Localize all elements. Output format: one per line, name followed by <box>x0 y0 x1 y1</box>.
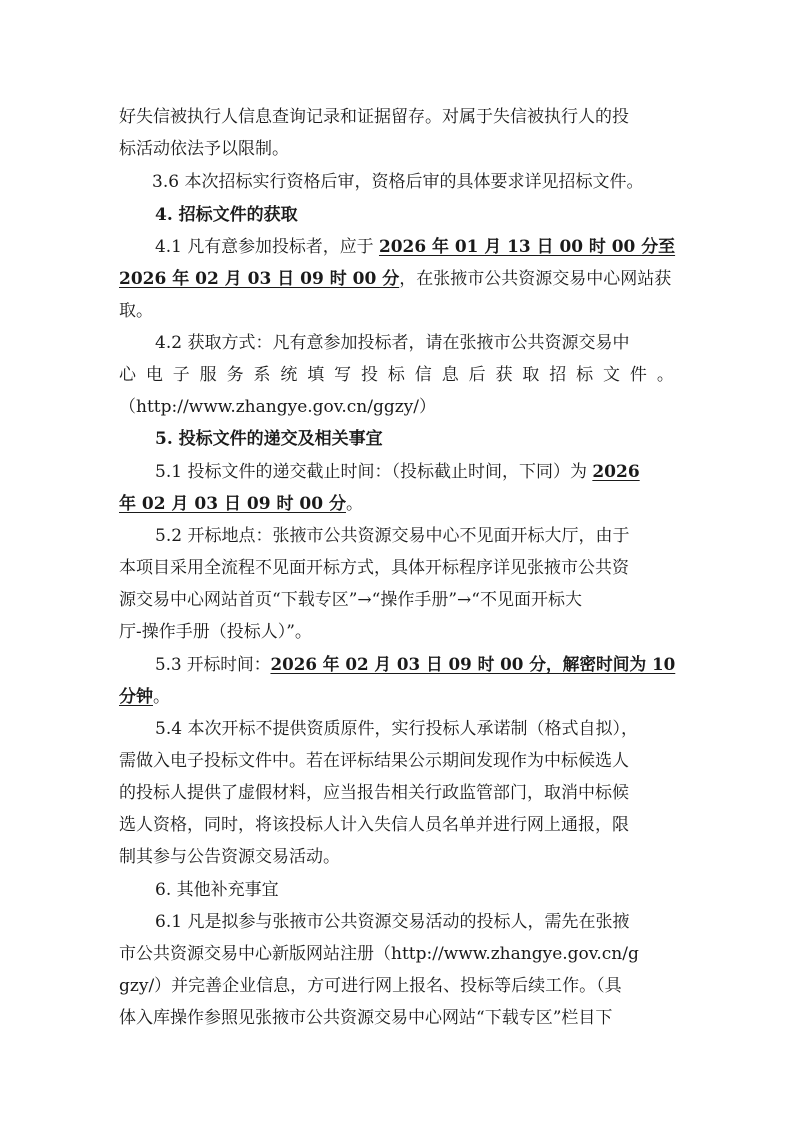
justified-char: 息 <box>441 365 459 385</box>
justified-char: 信 <box>414 365 432 385</box>
paragraph-line: 6.1 凡是拟参与张掖市公共资源交易活动的投标人，需先在张掖 <box>155 912 630 932</box>
paragraph-line: 好失信被执行人信息查询记录和证据留存。对属于失信被执行人的投 <box>119 107 629 127</box>
justified-char: 获 <box>495 365 513 385</box>
paragraph-line <box>119 268 671 290</box>
section-heading-6: 6. 其他补充事宜 <box>155 880 279 900</box>
justified-char: 招 <box>549 365 567 385</box>
opening-time: 2026 年 02 月 03 日 09 时 00 分，解密时间为 10 <box>270 655 676 675</box>
url-line: （http://www.zhangye.gov.cn/ggzy/） <box>119 397 437 417</box>
justified-char: 标 <box>576 365 594 385</box>
paragraph-line: 标活动依法予以限制。 <box>119 139 289 159</box>
justified-char: 标 <box>387 365 405 385</box>
justified-char: 。 <box>656 365 674 385</box>
paragraph-line: 体入库操作参照见张掖市公共资源交易中心网站“下载专区”栏目下 <box>119 1008 613 1028</box>
justified-char: 服 <box>199 365 217 385</box>
paragraph-line: 本项目采用全流程不见面开标方式，具体开标程序详见张掖市公共资 <box>119 558 629 578</box>
justified-char: 文 <box>603 365 621 385</box>
paragraph-line: 5.2 开标地点：张掖市公共资源交易中心不见面开标大厅，由于 <box>155 526 630 546</box>
justified-char: 子 <box>172 365 190 385</box>
justified-char: 填 <box>307 365 325 385</box>
text-run: 。 <box>345 494 363 514</box>
justified-line <box>119 364 674 386</box>
paragraph-line <box>119 493 363 515</box>
text-run: 5.1 投标文件的递交截止时间：（投标截止时间，下同）为 <box>155 462 593 482</box>
date-range-start: 2026 年 01 月 13 日 00 时 00 分至 <box>378 237 676 257</box>
section-heading-4: 4. 招标文件的获取 <box>155 205 298 225</box>
paragraph-line: 需做入电子投标文件中。若在评标结果公示期间发现作为中标候选人 <box>119 751 629 771</box>
paragraph-line <box>119 686 170 708</box>
justified-char: 电 <box>145 365 163 385</box>
paragraph-line: gzy/）并完善企业信息，方可进行网上报名、投标等后续工作。（具 <box>119 976 622 996</box>
text-run: 5.3 开标时间： <box>155 655 271 675</box>
justified-char: 心 <box>119 365 136 385</box>
justified-char: 务 <box>226 365 244 385</box>
paragraph-line: 选人资格，同时，将该投标人计入失信人员名单并进行网上通报，限 <box>119 815 629 835</box>
paragraph-line: 4.2 获取方式：凡有意参加投标者，请在张掖市公共资源交易中 <box>155 333 630 353</box>
text-run: ，在张掖市公共资源交易中心网站获 <box>399 269 672 289</box>
text-run: 4.1 凡有意参加投标者，应于 <box>155 237 379 257</box>
justified-char: 后 <box>468 365 486 385</box>
paragraph-line: 制其参与公告资源交易活动。 <box>119 847 340 867</box>
date-range-end: 2026 年 02 月 03 日 09 时 00 分 <box>119 269 400 289</box>
paragraph-line: 取。 <box>119 301 153 321</box>
justified-char: 写 <box>334 365 352 385</box>
paragraph-line <box>155 461 640 483</box>
text-run: 。 <box>153 687 170 707</box>
paragraph-line: 3.6 本次招标实行资格后审，资格后审的具体要求详见招标文件。 <box>152 172 644 192</box>
paragraph-line: 的投标人提供了虚假材料，应当报告相关行政监管部门，取消中标候 <box>119 783 629 803</box>
justified-char: 件 <box>629 365 647 385</box>
paragraph-line: 厅-操作手册（投标人）”。 <box>119 622 312 642</box>
deadline-year: 2026 <box>592 462 640 482</box>
justified-char: 系 <box>253 365 271 385</box>
paragraph-line <box>155 236 675 258</box>
decrypt-duration: 分钟 <box>119 687 153 707</box>
section-heading-5: 5. 投标文件的递交及相关事宜 <box>155 429 383 449</box>
justified-char: 投 <box>361 365 379 385</box>
justified-char: 取 <box>522 365 540 385</box>
paragraph-line <box>155 654 675 676</box>
justified-char: 统 <box>280 365 298 385</box>
paragraph-line: 5.4 本次开标不提供资质原件，实行投标人承诺制（格式自拟）， <box>155 719 638 739</box>
paragraph-line: 源交易中心网站首页“下载专区”→“操作手册”→“不见面开标大 <box>119 590 582 610</box>
paragraph-line: 市公共资源交易中心新版网站注册（http://www.zhangye.gov.cn/g <box>119 944 639 964</box>
deadline-date: 年 02 月 03 日 09 时 00 分 <box>119 494 346 514</box>
